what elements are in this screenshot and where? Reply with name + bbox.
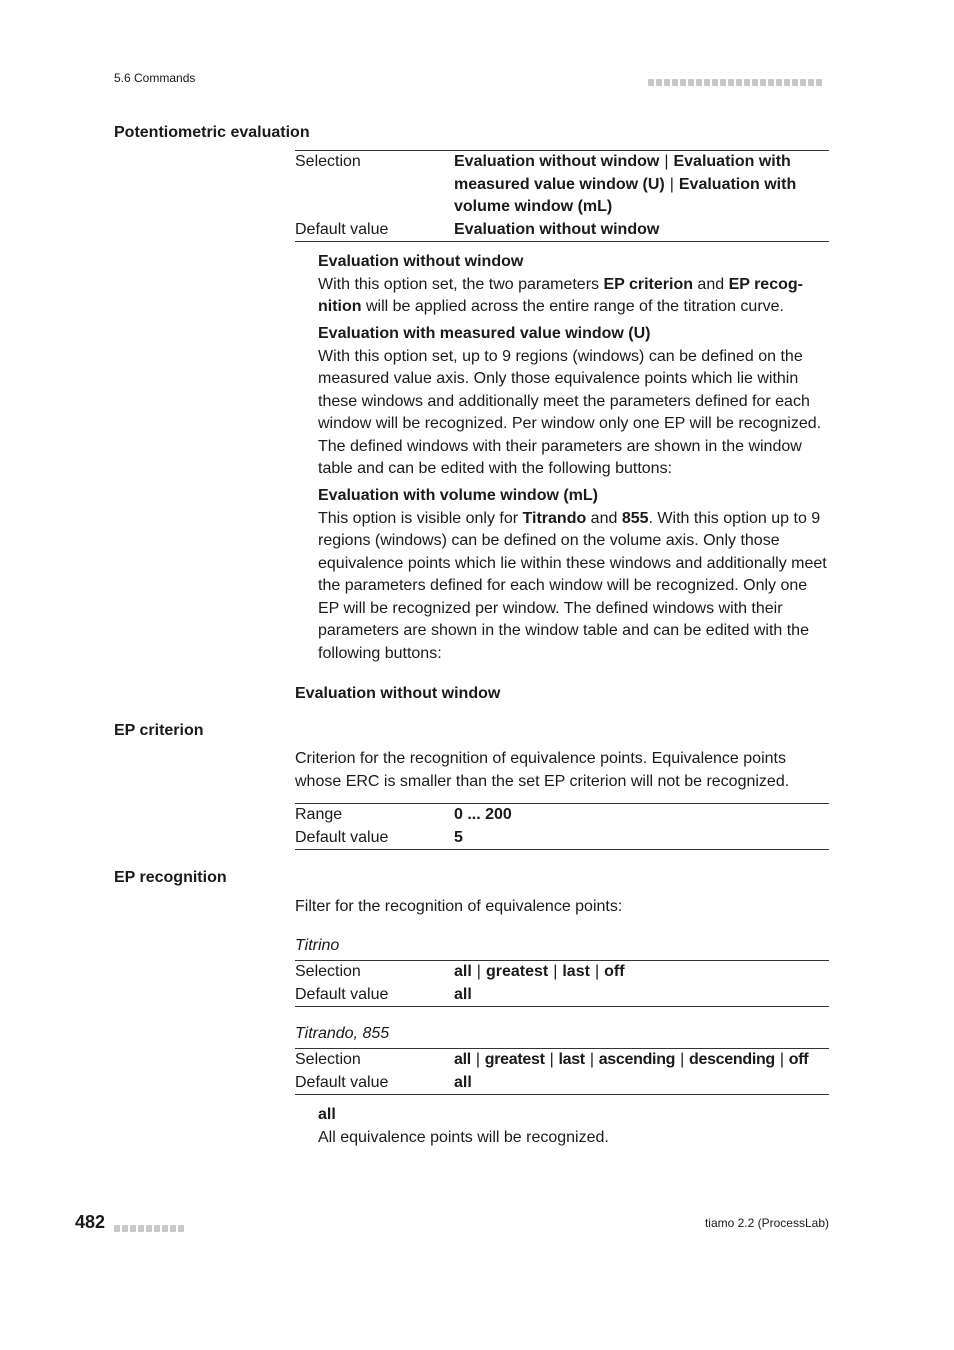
option-description bbox=[318, 251, 830, 319]
option-separator: | bbox=[553, 963, 558, 980]
header-decoration bbox=[648, 73, 829, 82]
table-caption-titrino: Titrino bbox=[295, 937, 340, 954]
ep-criterion-description: Criterion for the recognition of equivalence points. Equivalence points whose ERC is smaller than the set EP criterion will not be recognized. bbox=[295, 750, 790, 790]
range-value: 0 ... 200 bbox=[454, 806, 512, 823]
selection-row bbox=[295, 961, 829, 984]
text-run-bold: EP criterion bbox=[603, 275, 693, 293]
option-separator: | bbox=[475, 1051, 480, 1068]
option-value: last bbox=[562, 963, 590, 980]
option-text bbox=[318, 508, 830, 666]
text-run: and bbox=[692, 275, 729, 293]
text-run: will be applied across the entire range of the titration curve. bbox=[361, 298, 784, 315]
option-value: ascending bbox=[598, 1051, 676, 1068]
option-title: Evaluation without window bbox=[318, 253, 524, 270]
default-value: all bbox=[454, 985, 472, 1003]
selection-row bbox=[295, 1049, 829, 1072]
text-run-bold: EP recognition bbox=[318, 275, 803, 315]
option-description bbox=[318, 485, 830, 665]
default-label: Default value bbox=[295, 985, 389, 1003]
default-value: Evaluation without window bbox=[454, 220, 660, 238]
text-run: This option is visible only for bbox=[318, 509, 523, 527]
option-value: Evaluation without window bbox=[454, 153, 660, 170]
text-run: With this option set, the two parameters bbox=[318, 275, 604, 293]
option-title: Evaluation with volume window (mL) bbox=[318, 487, 599, 504]
selection-label: Selection bbox=[295, 1051, 361, 1068]
text-run: . With this option up to 9 regions (windows) can be defined on the volume axis. Only those equivalence points which lie within these windows and additionally meet the parameters defined for each window will be recognized. Only one EP will be recognized per window. The defined windows with their parameters are shown in the window table and can be edited with the following buttons: bbox=[318, 509, 827, 662]
potentiometric-heading: Potentiometric evaluation bbox=[114, 124, 310, 141]
option-value: off bbox=[604, 963, 625, 980]
option-description bbox=[318, 323, 830, 481]
option-separator: | bbox=[680, 1051, 684, 1068]
option-separator: | bbox=[549, 1051, 554, 1068]
ep-recognition-heading: EP recognition bbox=[114, 869, 227, 886]
range-label: Range bbox=[295, 806, 343, 823]
range-row bbox=[295, 804, 829, 827]
default-row bbox=[295, 1072, 829, 1095]
option-separator: | bbox=[476, 963, 481, 980]
default-row bbox=[295, 219, 829, 242]
default-label: Default value bbox=[295, 828, 389, 846]
option-value: Evaluation with measured value window (U) bbox=[454, 153, 791, 193]
text-run-bold: 855 bbox=[621, 509, 649, 527]
option-title: Evaluation with measured value window (U) bbox=[318, 325, 651, 342]
option-separator: | bbox=[779, 1051, 784, 1068]
option-value: descending bbox=[689, 1051, 775, 1068]
table-caption-titrando: Titrando, 855 bbox=[295, 1025, 390, 1042]
default-label: Default value bbox=[295, 220, 389, 238]
subsection-heading: Evaluation without window bbox=[295, 685, 501, 702]
titrino-param-table bbox=[295, 960, 829, 1007]
option-value: greatest bbox=[485, 963, 549, 980]
selection-label: Selection bbox=[295, 153, 361, 170]
option-separator: | bbox=[589, 1051, 594, 1068]
option-separator: | bbox=[664, 153, 669, 170]
default-value: all bbox=[454, 1073, 472, 1091]
option-separator: | bbox=[669, 175, 674, 193]
option-separator: | bbox=[594, 963, 600, 980]
option-text: With this option set, up to 9 regions (windows) can be defined on the measured value axis. Only those equivalence points which lie within these windows and additionally meet the parameters defined for each window will be recognized. Per window only one EP will be recognized. The defined windows with their parameters are shown in the window table and can be edited with the following buttons: bbox=[318, 347, 822, 477]
footer-decoration bbox=[114, 1219, 186, 1237]
section-title: 5.6 Commands bbox=[114, 71, 196, 85]
selection-values bbox=[454, 1049, 829, 1072]
ep-criterion-param-table bbox=[295, 803, 829, 850]
option-text: All equivalence points will be recognized. bbox=[318, 1128, 609, 1146]
default-label: Default value bbox=[295, 1073, 389, 1091]
default-row bbox=[295, 984, 829, 1007]
text-run: and bbox=[586, 509, 622, 527]
option-value: greatest bbox=[484, 1051, 545, 1068]
text-run-bold: Titrando bbox=[522, 509, 587, 527]
potentiometric-param-table bbox=[295, 150, 829, 242]
default-value: 5 bbox=[454, 828, 463, 846]
option-description bbox=[318, 1104, 830, 1149]
default-row bbox=[295, 827, 829, 850]
product-name: tiamo 2.2 (ProcessLab) bbox=[704, 1216, 829, 1230]
option-value: off bbox=[788, 1051, 809, 1068]
ep-recognition-description: Filter for the recognition of equivalence points: bbox=[295, 898, 623, 915]
selection-values bbox=[454, 961, 829, 984]
page-number: 482 bbox=[75, 1212, 106, 1232]
option-value: last bbox=[558, 1051, 585, 1068]
option-value: all bbox=[454, 1051, 471, 1068]
option-text bbox=[318, 274, 830, 319]
option-value: all bbox=[454, 963, 472, 980]
option-value: Evaluation with volume window (mL) bbox=[454, 175, 797, 215]
option-title: all bbox=[318, 1106, 336, 1123]
selection-row bbox=[295, 151, 829, 219]
ep-criterion-heading: EP criterion bbox=[114, 722, 204, 739]
selection-label: Selection bbox=[295, 963, 361, 980]
selection-values bbox=[454, 151, 829, 219]
titrando-param-table bbox=[295, 1048, 829, 1095]
